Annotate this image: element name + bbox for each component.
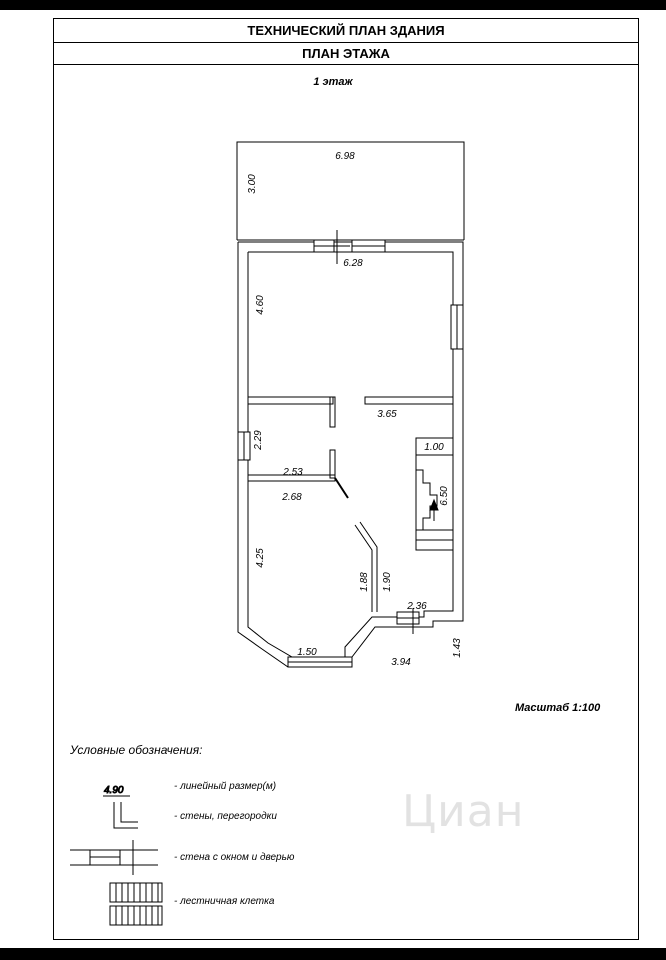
floor-label: 1 этаж xyxy=(313,76,353,88)
dim-small-room-height: 2.29 xyxy=(253,430,264,450)
interior-partitions xyxy=(248,397,453,612)
dim-terrace-depth: 3.00 xyxy=(247,174,258,194)
watermark-logo: Циан xyxy=(402,786,525,837)
dim-stair-width: 1.00 xyxy=(424,442,444,453)
windows xyxy=(238,240,463,667)
legend-item-dimension: - линейный размер(м) xyxy=(174,781,277,792)
legend-item-window-door: - стена с окном и дверью xyxy=(174,852,295,863)
dim-small-room-width: 2.53 xyxy=(283,467,303,478)
legend-sample-dim: 4.90 xyxy=(104,785,124,796)
sheet-subtitle: ПЛАН ЭТАЖА xyxy=(53,43,639,65)
dim-bay-width: 1.50 xyxy=(297,647,317,658)
legend-symbols xyxy=(70,785,162,925)
dim-room3-height: 4.25 xyxy=(255,548,266,568)
bottom-border-bar xyxy=(0,948,666,960)
dim-bottom-wall: 3.94 xyxy=(391,657,411,668)
legend-item-walls: - стены, перегородки xyxy=(174,811,277,822)
dim-room1-height: 4.60 xyxy=(255,295,266,315)
dim-stair-opening: 2.36 xyxy=(407,601,427,612)
dim-stair-length: 6.50 xyxy=(439,486,450,506)
dim-room3-width: 2.68 xyxy=(282,492,302,503)
sheet-title: ТЕХНИЧЕСКИЙ ПЛАН ЗДАНИЯ xyxy=(53,18,639,43)
dim-partition-a: 1.88 xyxy=(359,572,370,592)
legend-title: Условные обозначения: xyxy=(70,743,203,757)
dim-partition-b: 1.90 xyxy=(382,572,393,592)
legend-item-staircase: - лестничная клетка xyxy=(174,896,275,907)
dimension-labels xyxy=(247,151,463,668)
scale-label: Масштаб 1:100 xyxy=(515,702,601,714)
dim-hall-width: 3.65 xyxy=(377,409,397,420)
dim-bottom-step: 1.43 xyxy=(452,638,463,658)
dim-terrace-width: 6.98 xyxy=(335,151,355,162)
dim-top-wall: 6.28 xyxy=(343,258,363,269)
